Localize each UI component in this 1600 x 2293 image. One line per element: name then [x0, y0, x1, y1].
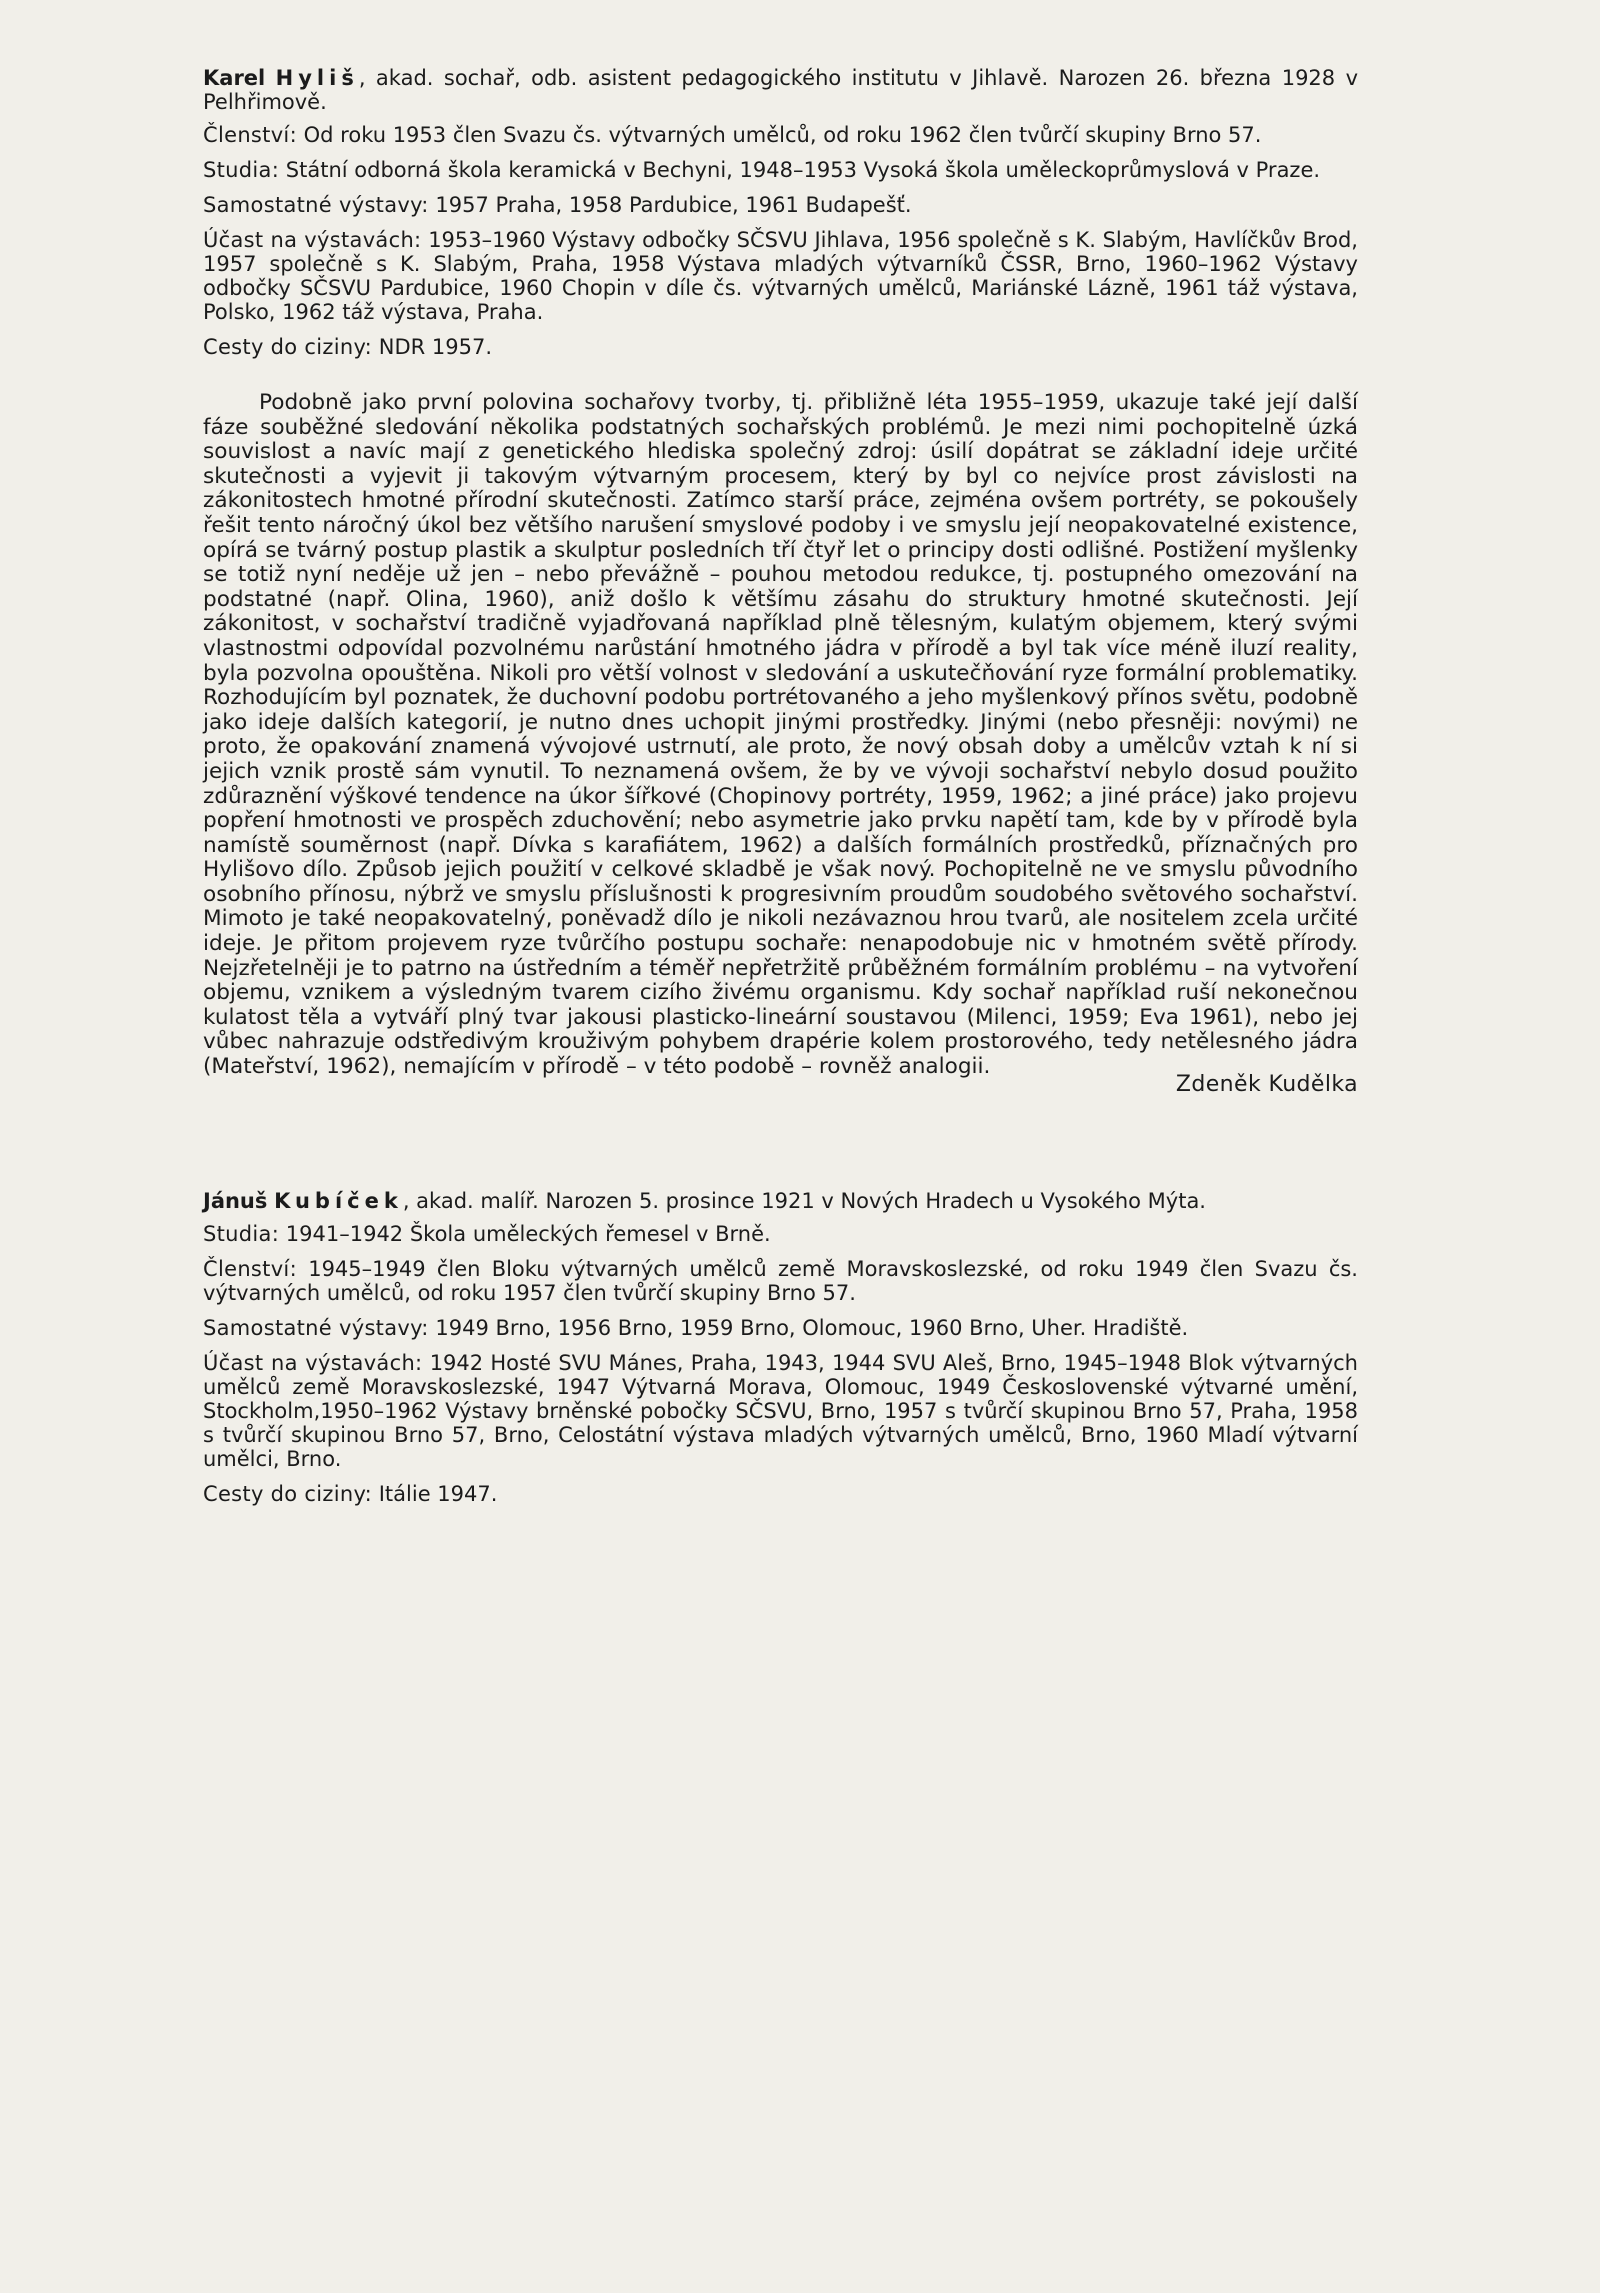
group-exhibitions-text: 1953–1960 Výstavy odbočky SČSVU Jihlava, 1956 společně s K. Slabým, Havlíčkův Brod, 1957 společně s K. Slabým, Praha, 1958 Výstava mladých výtvarníků ČSSR, Brno, 1960–1962 Výstavy odbočky SČSVU Pardubice, 1960 Chopin v díle čs. výtvarných umělců, Mariánské Lázně, 1961 táž výstava, Polsko, 1962 táž výstava, Praha.	[203, 228, 1358, 324]
membership-label: Členství:	[203, 1256, 297, 1281]
artist-intro: , akad. sochař, odb. asistent pedagogického institutu v Jihlavě. Narozen 26. března 1928 v Pelhřimově.	[203, 66, 1358, 114]
travel-line	[203, 1482, 1358, 1506]
artist-header	[203, 66, 1358, 114]
membership-text: 1945–1949 člen Bloku výtvarných umělců země Moravskoslezské, od roku 1949 člen Svazu čs. výtvarných umělců, od roku 1957 člen tvůrčí skupiny Brno 57.	[203, 1256, 1358, 1305]
studies-line	[203, 158, 1358, 182]
page	[203, 66, 1358, 1517]
studies-label: Studia:	[203, 158, 280, 182]
travel-text: NDR 1957.	[378, 335, 492, 359]
solo-exhibitions-text: 1957 Praha, 1958 Pardubice, 1961 Budapešť.	[435, 193, 912, 217]
artist-given-name: Karel	[203, 66, 266, 90]
group-exhibitions-line	[203, 228, 1358, 324]
artist-surname: Hyliš	[275, 66, 359, 90]
essay-author: Zdeněk Kudělka	[1175, 1071, 1358, 1097]
solo-exhibitions-label: Samostatné výstavy:	[203, 1315, 429, 1340]
group-exhibitions-line	[203, 1351, 1358, 1471]
group-exhibitions-text: 1942 Hosté SVU Mánes, Praha, 1943, 1944 SVU Aleš, Brno, 1945–1948 Blok výtvarných umělců země Moravskoslezské, 1947 Výtvarná Morava, Olomouc, 1949 Československé výtvarné umění, Stockholm,1950–1962 Výstavy brněnské pobočky SČSVU, Brno, 1957 s tvůrčí skupinou Brno 57, Praha, 1958 s tvůrčí skupinou Brno 57, Brno, Celostátní výstava mladých výtvarných umělců, Brno, 1960 Mladí výtvarní umělci, Brno.	[203, 1350, 1358, 1471]
studies-text: Státní odborná škola keramická v Bechyni, 1948–1953 Vysoká škola uměleckoprůmyslová v Praze.	[285, 158, 1321, 182]
artist-given-name: Jánuš	[203, 1188, 268, 1213]
solo-exhibitions-line	[203, 1316, 1358, 1340]
solo-exhibitions-label: Samostatné výstavy:	[203, 193, 429, 217]
studies-text: 1941–1942 Škola uměleckých řemesel v Brně.	[285, 1221, 771, 1246]
membership-label: Členství:	[203, 123, 297, 147]
essay-paragraph: Podobně jako první polovina sochařovy tvorby, tj. přibližně léta 1955–1959, ukazuje také její další fáze souběžné sledování několika podstatných sochařských problémů. Je mezi nimi pochopitelně úzká souvislost a navíc mají z genetického hlediska společný zdroj: úsilí dopátrat se základní ideje určité skutečnosti a vyjevit ji takovým výtvarným procesem, který by byl co nejvíce prost závislosti na zákonitostech hmotné přírodní skutečnosti. Zatímco starší práce, zejména ovšem portréty, se pokoušely řešit tento náročný úkol bez většího narušení smyslové podoby i ve smyslu její neopakovatelné existence, opírá se tvárný postup plastik a skulptur posledních tří čtyř let o principy dosti odlišné. Postižení myšlenky se totiž nyní neděje už jen – nebo převážně – pouhou metodou redukce, tj. postupného omezování na podstatné (např. Olina, 1960), aniž došlo k většímu zásahu do struktury hmotné skutečnosti. Její zákonitost, v sochařství tradičně vyjadřovaná například plně tělesným, kulatým objemem, který svými vlastnostmi odpovídal pozvolnému narůstání hmotného jádra v přírodě a byl tak více méně iluzí reality, byla pozvolna opouštěna. Nikoli pro větší volnost v sledování a uskutečňování ryze formální problematiky. Rozhodujícím byl poznatek, že duchovní podobu portrétovaného a jeho myšlenkový přínos světu, podobně jako ideje dalších kategorií, je nutno dnes uchopit jinými prostředky. Jinými (nebo přesněji: novými) ne proto, že opakování znamená vývojové ustrnutí, ale proto, že nový obsah doby a umělcův vztah k ní si jejich vznik prostě sám vynutil. To neznamená ovšem, že by ve vývoji sochařství nebylo dosud použito zdůraznění výškové tendence na úkor šířkové (Chopinovy portréty, 1959, 1962; a jiné práce) jako projevu popření hmotnosti ve prospěch zduchovění; nebo asymetrie jako prvku napětí tam, kde by v přírodě byla namístě souměrnost (např. Dívka s karafiátem, 1962) a dalších formálních prostředků, příznačných pro Hylišovo dílo. Způsob jejich použití v celkové skladbě je však nový. Pochopitelně ne ve smyslu původního osobního přínosu, nýbrž ve smyslu příslušnosti k progresivním proudům soudobého světového sochařství. Mimoto je také neopakovatelný, poněvadž dílo je nikoli nezávaznou hrou tvarů, ale nositelem zcela určité ideje. Je přitom projevem ryze tvůrčího postupu sochaře: nenapodobuje nic v hmotném světě přírody. Nejzřetelněji je to patrno na ústředním a téměř nepřetržitě průběžném formálním problému – na vytvoření objemu, vznikem a výsledným tvarem cizího živému organismu. Kdy sochař například ruší nekonečnou kulatost těla a vytváří plný tvar jakousi plasticko-lineární soustavou (Milenci, 1959; Eva 1961), nebo jej vůbec nahrazuje odstředivým krouživým pohybem drapérie kolem prostorového, tedy netělesného jádra (Mateřství, 1962), nemajícím v přírodě – v této podobě – rovněž analogii.	[203, 390, 1358, 1080]
studies-label: Studia:	[203, 1221, 280, 1246]
artist-entry-kubicek	[203, 1189, 1358, 1506]
travel-label: Cesty do ciziny:	[203, 335, 373, 359]
membership-line	[203, 123, 1358, 147]
solo-exhibitions-line	[203, 193, 1358, 217]
artist-entry-hylis	[203, 66, 1358, 359]
membership-line	[203, 1257, 1358, 1305]
travel-label: Cesty do ciziny:	[203, 1481, 373, 1506]
solo-exhibitions-text: 1949 Brno, 1956 Brno, 1959 Brno, Olomouc, 1960 Brno, Uher. Hradiště.	[435, 1315, 1189, 1340]
artist-header	[203, 1189, 1358, 1213]
artist-intro: , akad. malíř. Narozen 5. prosince 1921 v Nových Hradech u Vysokého Mýta.	[402, 1188, 1206, 1213]
membership-text: Od roku 1953 člen Svazu čs. výtvarných umělců, od roku 1962 člen tvůrčí skupiny Brno 57.	[303, 123, 1262, 147]
artist-surname: Kubíček	[274, 1188, 403, 1213]
travel-line	[203, 335, 1358, 359]
travel-text: Itálie 1947.	[378, 1481, 498, 1506]
studies-line	[203, 1222, 1358, 1246]
group-exhibitions-label: Účast na výstavách:	[203, 228, 422, 252]
group-exhibitions-label: Účast na výstavách:	[203, 1350, 423, 1375]
critical-essay	[203, 391, 1358, 1097]
